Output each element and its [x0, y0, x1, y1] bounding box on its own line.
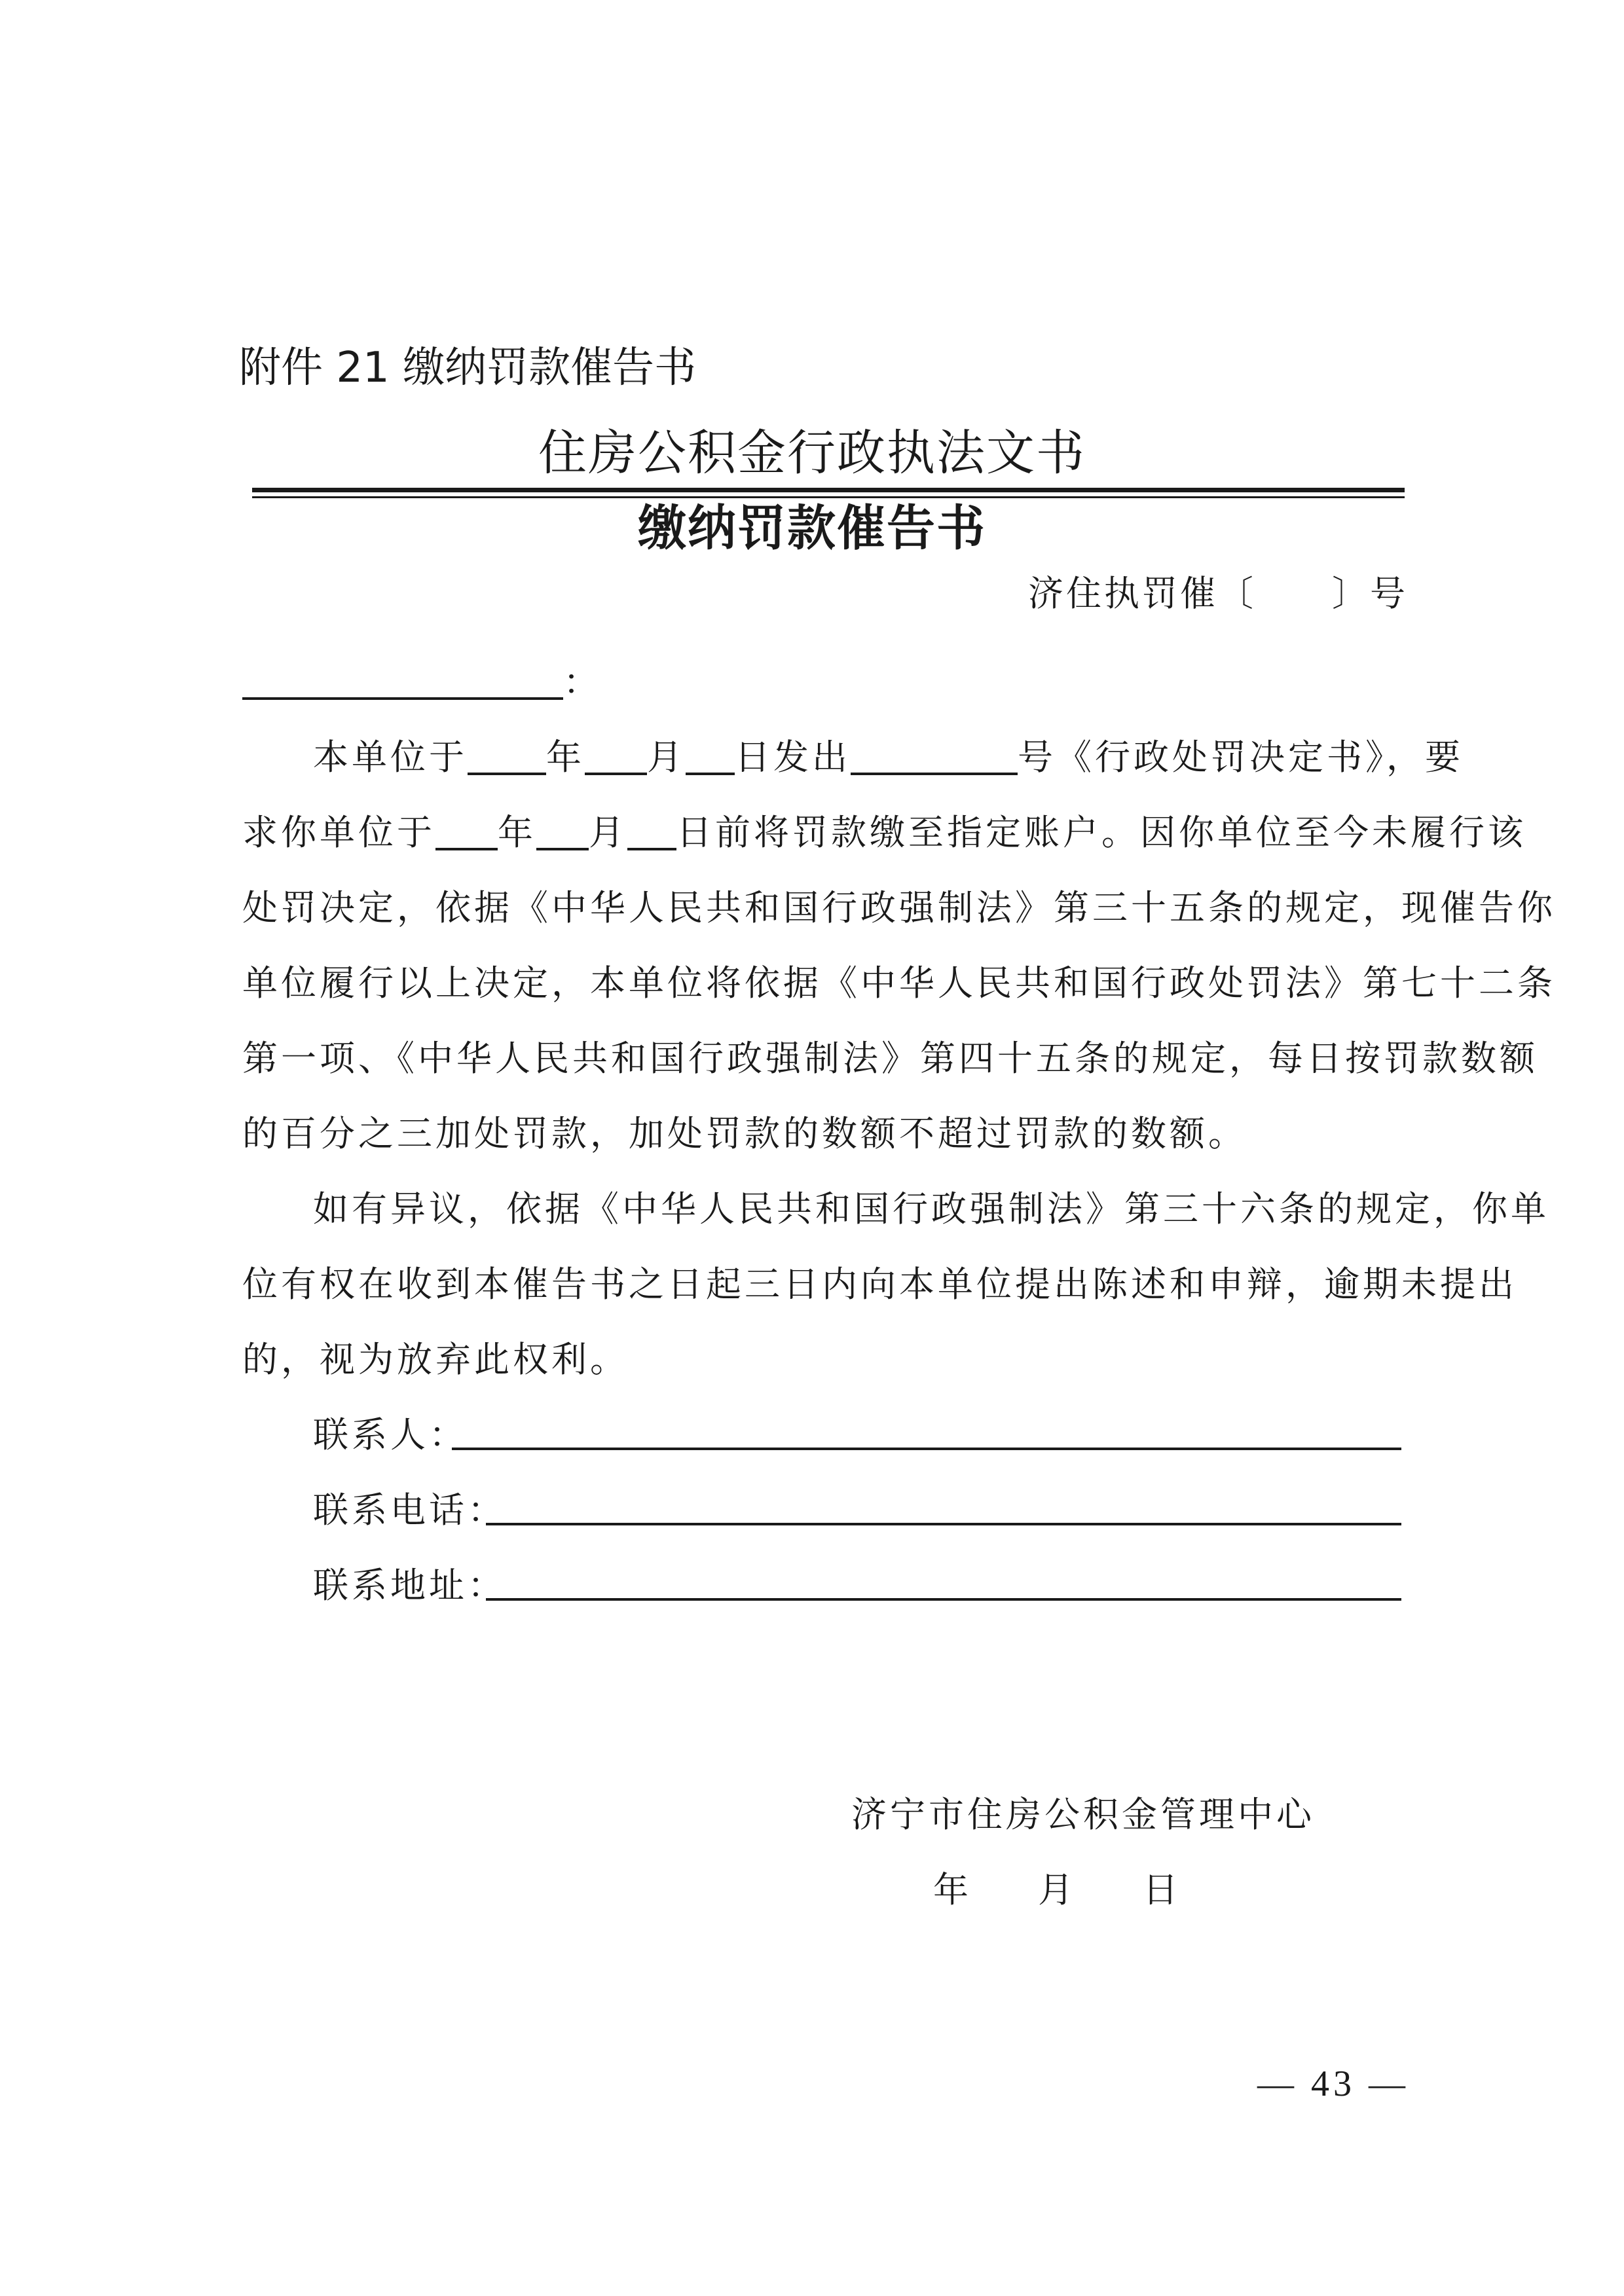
paragraph2-line1: 如有异议，依据《中华人民共和国行政强制法》第三十六条的规定，你单 — [313, 1188, 1549, 1230]
paragraph2-line3: 的，视为放弃此权利。 — [242, 1339, 629, 1380]
paragraph2-line2: 位有权在收到本催告书之日起三日内向本单位提出陈述和申辩，逾期未提出 — [242, 1264, 1517, 1305]
contact-address-label: 联系地址： — [313, 1565, 506, 1606]
contact-person-label: 联系人： — [313, 1414, 468, 1455]
contact-phone-label: 联系电话： — [313, 1489, 506, 1531]
paragraph1-line2 — [242, 812, 1526, 853]
text-segment: 年 — [546, 737, 585, 778]
contact-person-field[interactable] — [452, 1448, 1401, 1450]
date-month: 月 — [1038, 1869, 1073, 1910]
paragraph1-line1 — [313, 737, 1464, 778]
day-blank[interactable] — [686, 741, 735, 775]
issuer-name: 济宁市住房公积金管理中心 — [851, 1794, 1315, 1835]
paragraph1-line5: 第一项、《中华人民共和国行政强制法》第四十五条的规定，每日按罚款数额 — [242, 1038, 1538, 1079]
addressee-colon: ： — [563, 661, 599, 702]
addressee-blank[interactable] — [242, 665, 563, 700]
text-segment: 月 — [589, 812, 627, 853]
text-segment: 日发出 — [735, 737, 851, 778]
contact-address-field[interactable] — [486, 1598, 1401, 1601]
header-rule-thin — [252, 496, 1405, 498]
text-segment: 号《行政处罚决定书》，要 — [1018, 737, 1464, 778]
header-rule-thick — [252, 488, 1405, 492]
text-segment: 求你单位于 — [242, 812, 435, 853]
text-segment: 月 — [647, 737, 686, 778]
month-blank[interactable] — [585, 741, 647, 775]
deadline-day-blank[interactable] — [627, 816, 676, 850]
deadline-month-blank[interactable] — [536, 816, 589, 850]
deadline-year-blank[interactable] — [435, 816, 498, 850]
decision-number-blank[interactable] — [851, 741, 1018, 775]
contact-phone-field[interactable] — [486, 1523, 1401, 1525]
addressee-line — [242, 661, 599, 702]
text-segment: 本单位于 — [313, 737, 468, 778]
attachment-label: 附件 21 缴纳罚款催告书 — [239, 344, 697, 392]
date-day: 日 — [1143, 1869, 1178, 1910]
header-title: 住房公积金行政执法文书 — [538, 425, 1086, 481]
page-number: — 43 — — [1257, 2064, 1409, 2104]
paragraph1-line6: 的百分之三加处罚款，加处罚款的数额不超过罚款的数额。 — [242, 1113, 1247, 1154]
year-blank[interactable] — [468, 741, 546, 775]
paragraph1-line4: 单位履行以上决定，本单位将依据《中华人民共和国行政处罚法》第七十二条 — [242, 962, 1556, 1004]
text-segment: 日前将罚款缴至指定账户。因你单位至今未履行该 — [676, 812, 1526, 853]
document-number: 济住执罚催〔 〕号 — [1028, 573, 1408, 614]
text-segment: 年 — [498, 812, 536, 853]
document-title: 缴纳罚款催告书 — [638, 500, 986, 556]
paragraph1-line3: 处罚决定，依据《中华人民共和国行政强制法》第三十五条的规定，现催告你 — [242, 887, 1556, 928]
date-year: 年 — [933, 1869, 969, 1910]
